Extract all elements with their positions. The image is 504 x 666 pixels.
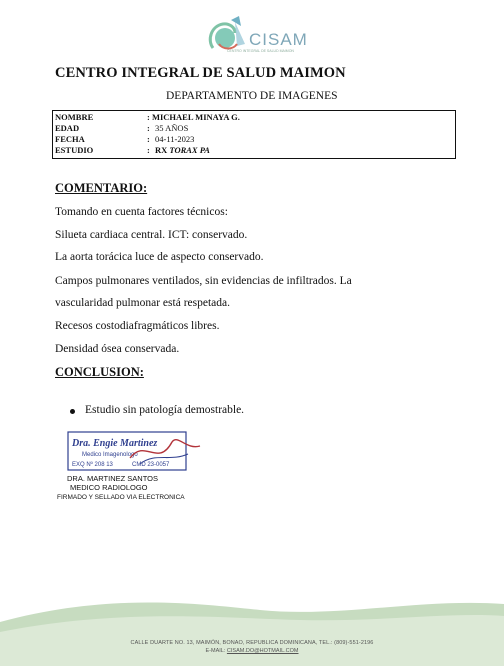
age-label: EDAD: [55, 123, 80, 133]
study-label: ESTUDIO: [55, 145, 94, 155]
bullet-icon: [70, 409, 75, 414]
stamp-exq-text: EXQ Nº 208 13: [72, 462, 113, 468]
signed-note: FIRMADO Y SELLADO VIA ELECTRONICA: [57, 494, 185, 501]
date-colon: :: [147, 134, 150, 144]
comment-heading: COMENTARIO:: [55, 181, 148, 195]
stamp-name-text: Dra. Engie Martinez: [72, 438, 158, 449]
name-label: NOMBRE: [55, 112, 94, 122]
comment-line: Tomando en cuenta factores técnicos:: [55, 206, 228, 218]
doctor-name: DRA. MARTINEZ SANTOS: [67, 474, 158, 483]
study-value: [155, 145, 210, 156]
logo-tagline: CENTRO INTEGRAL DE SALUD MAIMON: [227, 49, 294, 53]
patient-age-row: [55, 123, 453, 134]
comment-line: Silueta cardiaca central. ICT: conservado.: [55, 229, 248, 241]
patient-name-row: [55, 112, 453, 123]
study-colon: :: [147, 145, 150, 155]
stamp-cmd-text: CMD 23-0057: [132, 462, 170, 468]
conclusion-item: Estudio sin patología demostrable.: [85, 404, 245, 416]
comment-line: vascularidad pulmonar está respetada.: [55, 297, 230, 309]
comment-line: Campos pulmonares ventilados, sin evidencias de infiltrados. La: [55, 275, 352, 287]
date-label: FECHA: [55, 134, 85, 144]
conclusion-heading: CONCLUSION:: [55, 365, 144, 379]
logo-name: CISAM: [249, 30, 308, 49]
comment-line: La aorta torácica luce de aspecto conservado.: [55, 251, 264, 263]
comment-line: Densidad ósea conservada.: [55, 343, 180, 355]
comment-line: Recesos costodiafragmáticos libres.: [55, 320, 220, 332]
date-value: 04-11-2023: [155, 134, 195, 144]
study-name: TORAX PA: [169, 145, 210, 155]
cisam-logo: [205, 14, 315, 56]
stamp-title-text: Medico Imagenologo: [82, 452, 138, 458]
footer-email-line: [0, 648, 504, 654]
age-value: 35 AÑOS: [155, 123, 189, 133]
patient-study-row: [55, 145, 453, 156]
age-colon: :: [147, 123, 150, 133]
department-title: DEPARTAMENTO DE IMAGENES: [166, 90, 338, 102]
patient-info-box: [52, 110, 456, 159]
stamp-graphic: [60, 428, 210, 474]
footer-email-link[interactable]: CISAM.DO@HOTMAIL.COM: [226, 648, 299, 654]
footer-email-label: E-MAIL:: [205, 648, 226, 654]
study-prefix: RX: [155, 145, 168, 155]
doctor-stamp: [60, 428, 210, 474]
footer-address: CALLE DUARTE NO. 13, MAIMÓN, BONAO, REPUBLICA DOMINICANA, TEL.: (809)-551-2196: [130, 640, 374, 646]
patient-date-row: [55, 134, 453, 145]
center-title: CENTRO INTEGRAL DE SALUD MAIMON: [55, 65, 346, 81]
doctor-role: MEDICO RADIOLOGO: [70, 483, 148, 492]
name-value: : MICHAEL MINAYA G.: [147, 112, 240, 122]
